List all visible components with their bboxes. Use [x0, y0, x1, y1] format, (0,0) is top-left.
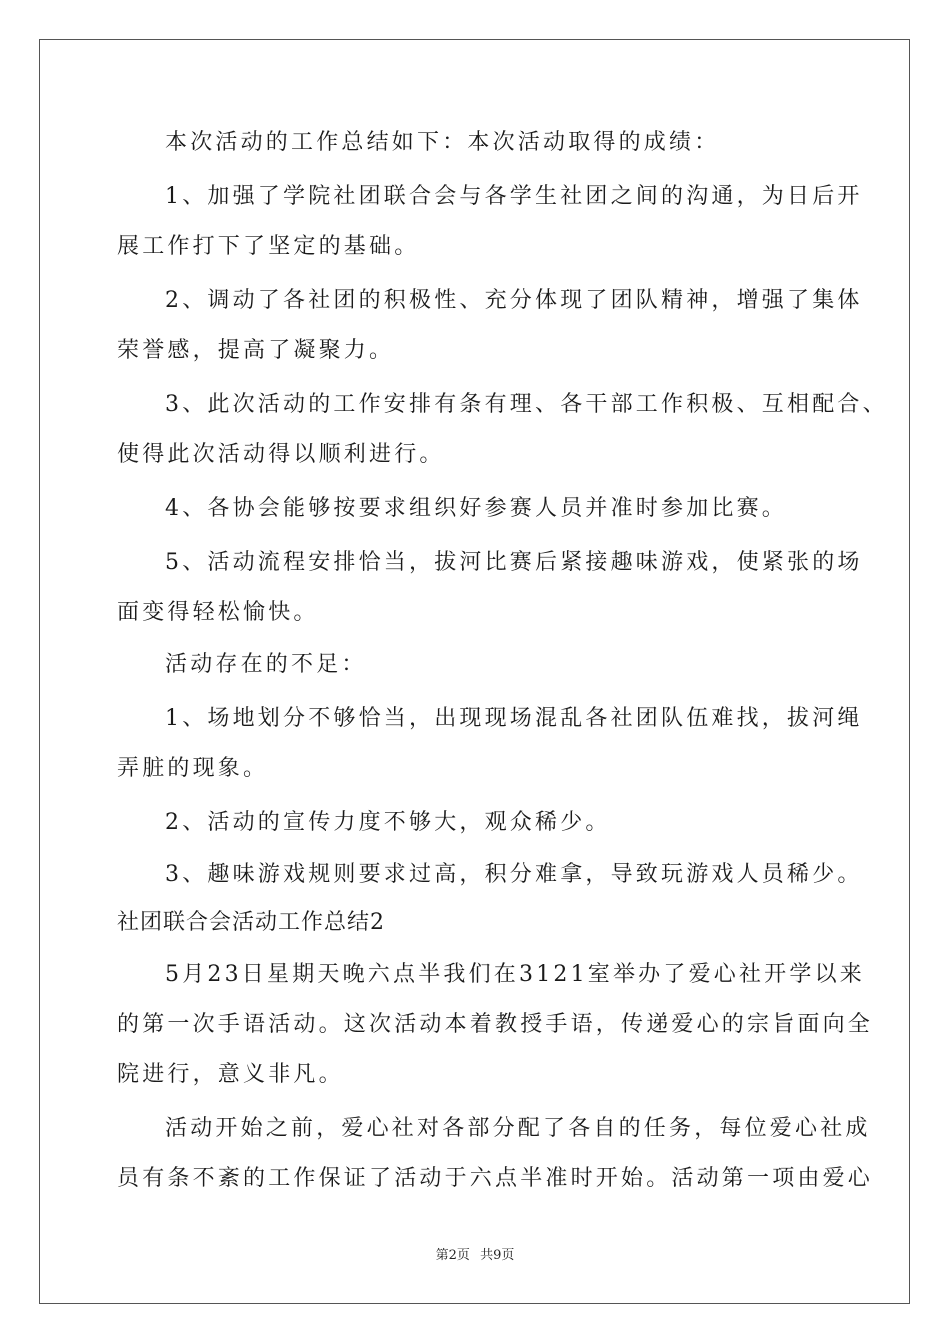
paragraph-line: 使得此次活动得以顺利进行。 [117, 442, 445, 467]
paragraph-line: 2、活动的宣传力度不够大，观众稀少。 [165, 810, 611, 835]
paragraph-line: 员有条不紊的工作保证了活动于六点半准时开始。活动第一项由爱心 [117, 1166, 874, 1191]
paragraph-line: 1、加强了学院社团联合会与各学生社团之间的沟通，为日后开 [165, 184, 863, 209]
paragraph-line: 1、场地划分不够恰当，出现现场混乱各社团队伍难找，拔河绳 [165, 706, 863, 731]
paragraph-line: 2、调动了各社团的积极性、充分体现了团队精神，增强了集体 [165, 288, 863, 313]
paragraph-line: 3、此次活动的工作安排有条有理、各干部工作积极、互相配合、 [165, 392, 888, 417]
paragraph-line: 4、各协会能够按要求组织好参赛人员并准时参加比赛。 [165, 496, 787, 521]
paragraph-line: 活动存在的不足： [165, 652, 367, 677]
paragraph-line: 5、活动流程安排恰当，拔河比赛后紧接趣味游戏，使紧张的场 [165, 550, 863, 575]
paragraph-line: 弄脏的现象。 [117, 756, 269, 781]
paragraph-line: 的第一次手语活动。这次活动本着教授手语，传递爱心的宗旨面向全 [117, 1012, 874, 1037]
paragraph-line: 面变得轻松愉快。 [117, 600, 319, 625]
page-total: 共9页 [480, 1248, 515, 1263]
paragraph-line: 本次活动的工作总结如下：本次活动取得的成绩： [165, 130, 720, 155]
paragraph-line: 3、趣味游戏规则要求过高，积分难拿，导致玩游戏人员稀少。 [165, 862, 863, 887]
page-number: 第2页 [435, 1248, 470, 1263]
paragraph-line: 活动开始之前，爱心社对各部分配了各自的任务，每位爱心社成 [165, 1116, 871, 1141]
paragraph-line: 展工作打下了坚定的基础。 [117, 234, 420, 259]
paragraph-line: 荣誉感，提高了凝聚力。 [117, 338, 395, 363]
paragraph-line: 院进行，意义非凡。 [117, 1062, 344, 1087]
paragraph-line: 5月23日星期天晚六点半我们在3121室举办了爱心社开学以来 [165, 962, 865, 987]
section-heading: 社团联合会活动工作总结2 [117, 910, 385, 935]
page-footer [0, 1244, 950, 1263]
